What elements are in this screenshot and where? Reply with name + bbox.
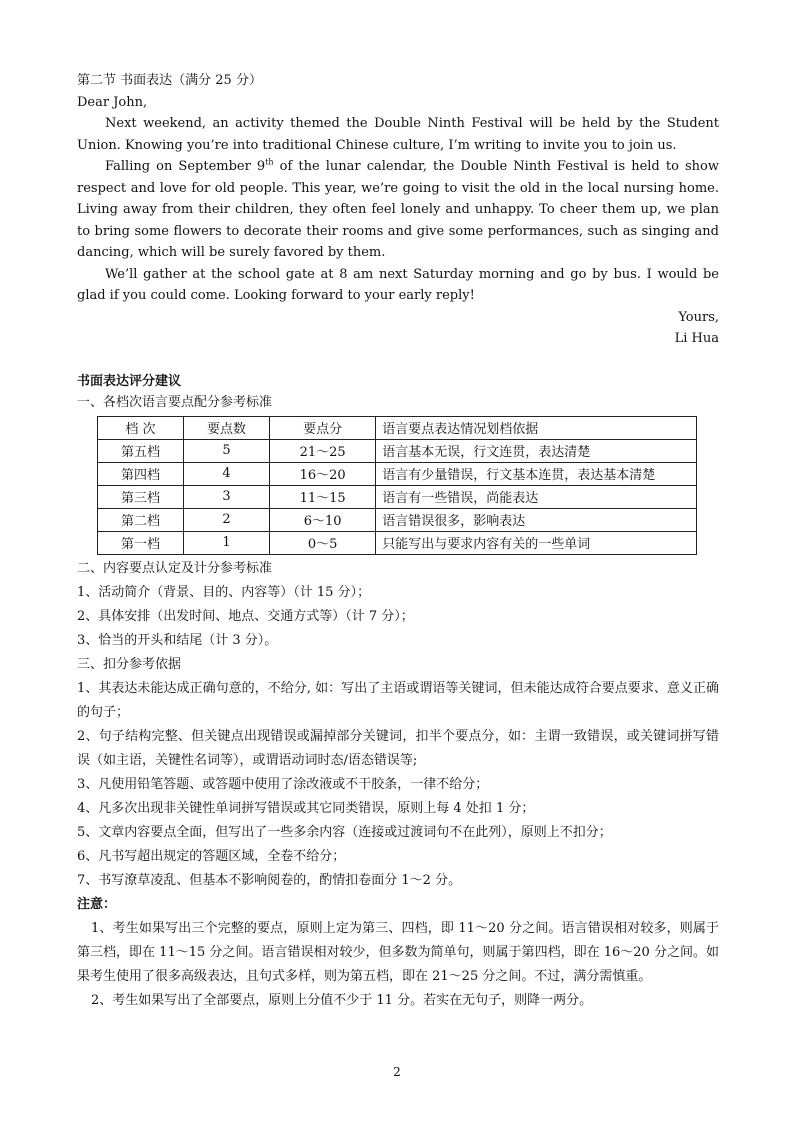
table-cell: 16～20 [269, 462, 375, 485]
letter-paragraph-2 [77, 156, 719, 264]
letter-paragraph-3: We’ll gather at the school gate at 8 am next Saturday morning and go by bus. I would be glad if you could come. Looking forward to your early reply! [77, 266, 719, 303]
table-cell: 语言有一些错误，尚能表达 [376, 485, 697, 508]
table-cell: 只能写出与要求内容有关的一些单词 [376, 531, 697, 554]
scoring-title: 书面表达评分建议 [77, 373, 182, 389]
header-cell: 要点数 [183, 416, 269, 439]
grade-table-header [98, 416, 697, 439]
list-item: 1、其表达未能达成正确句意的，不给分, 如：写出了主语或谓语等关键词，但未能达成符合要点要求、意义正确的句子； [77, 680, 719, 720]
table-row [98, 531, 697, 554]
table-cell: 2 [183, 508, 269, 531]
list-item: 6、凡书写超出规定的答题区域，全卷不给分； [77, 848, 346, 864]
table-cell: 5 [183, 439, 269, 462]
grade-table [97, 416, 697, 555]
table-cell: 第五档 [98, 439, 184, 462]
table-row [98, 462, 697, 485]
letter-p2-superscript: th [265, 157, 274, 167]
table-cell: 21～25 [269, 439, 375, 462]
table-cell: 语言错误很多，影响表达 [376, 508, 697, 531]
table-cell: 4 [183, 462, 269, 485]
list-item: 7、书写潦草凌乱、但基本不影响阅卷的，酌情扣卷面分 1～2 分。 [77, 872, 462, 888]
table-row [98, 485, 697, 508]
list-item: 2、句子结构完整、但关键点出现错误或漏掉部分关键词，扣半个要点分，如：主谓一致错误，或关键词拼写错误（如主语，关键性名词等），或谓语动词时态/语态错误等; [77, 728, 719, 768]
page-number: 2 [393, 1065, 401, 1079]
table-cell: 第四档 [98, 462, 184, 485]
letter-salutation: Dear John, [77, 94, 148, 110]
list-item: 3、恰当的开头和结尾（计 3 分）。 [77, 632, 278, 648]
table-cell: 1 [183, 531, 269, 554]
table-row [98, 508, 697, 531]
header-cell: 要点分 [269, 416, 375, 439]
sample-letter [77, 92, 719, 350]
table-cell: 语言基本无误，行文连贯，表达清楚 [376, 439, 697, 462]
note-item: 2、考生如果写出了全部要点，原则上分值不少于 11 分。若实在无句子，则降一两分。 [91, 992, 593, 1008]
note-item: 1、考生如果写出三个完整的要点，原则上定为第三、四档，即 11～20 分之间。语言错误相对较多，则属于第三档，即在 11～15 分之间。语言错误相对较少，但多数为简单句，则属于第四档，即在 16～20 分之间。如果考生使用了很多高级表达，且句式多样，则为第五档，即在 21～25 分之间。不过，满分需慎重。 [77, 920, 719, 984]
letter-paragraph-1: Next weekend, an activity themed the Double Ninth Festival will be held by the Student Union. Knowing you’re into traditional Chinese culture, I’m writing to invite you to join us. [77, 116, 719, 153]
table-cell: 3 [183, 485, 269, 508]
table-cell: 第三档 [98, 485, 184, 508]
header-cell: 档 次 [98, 416, 184, 439]
letter-closing: Yours, [678, 309, 719, 325]
list-item: 3、凡使用铅笔答题、或答题中使用了涂改液或不干胶条，一律不给分； [77, 776, 489, 792]
table-row [98, 439, 697, 462]
spacer [77, 350, 719, 371]
letter-signature: Li Hua [674, 331, 719, 346]
list-item: 1、活动简介（背景、目的、内容等）（计 15 分）； [77, 584, 371, 600]
page-content [77, 70, 719, 1013]
table-cell: 0～5 [269, 531, 375, 554]
part2-title: 二、内容要点认定及计分参考标准 [77, 560, 273, 576]
note-title: 注意： [77, 896, 117, 912]
section-heading: 第二节 书面表达（满分 25 分） [77, 73, 262, 88]
list-item: 2、具体安排（出发时间、地点、交通方式等）（计 7 分）； [77, 608, 414, 624]
letter-p2-post: of the lunar calendar, the Double Ninth Festival is held to show respect and love for old people. This year, we’re going to visit the old in the local nursing home. Living away from their children, they often feel lonely and unhappy. To cheer them up, we plan to bring some flowers to decorate their rooms and give some performances, such as singing and dancing, which will be surely favored by them. [77, 159, 719, 260]
table-cell: 11～15 [269, 485, 375, 508]
table-cell: 第一档 [98, 531, 184, 554]
list-item: 4、凡多次出现非关键性单词拼写错误或其它同类错误，原则上每 4 处扣 1 分； [77, 800, 535, 816]
letter-p2-pre: Falling on September 9 [105, 159, 266, 174]
table-cell: 6～10 [269, 508, 375, 531]
part3-title: 三、扣分参考依据 [77, 656, 182, 672]
part1-title: 一、各档次语言要点配分参考标准 [77, 395, 273, 410]
header-cell: 语言要点表达情况划档依据 [376, 416, 697, 439]
table-cell: 第二档 [98, 508, 184, 531]
list-item: 5、文章内容要点全面，但写出了一些多余内容（连接或过渡词句不在此列），原则上不扣分； [77, 824, 612, 840]
table-cell: 语言有少量错误，行文基本连贯，表达基本清楚 [376, 462, 697, 485]
